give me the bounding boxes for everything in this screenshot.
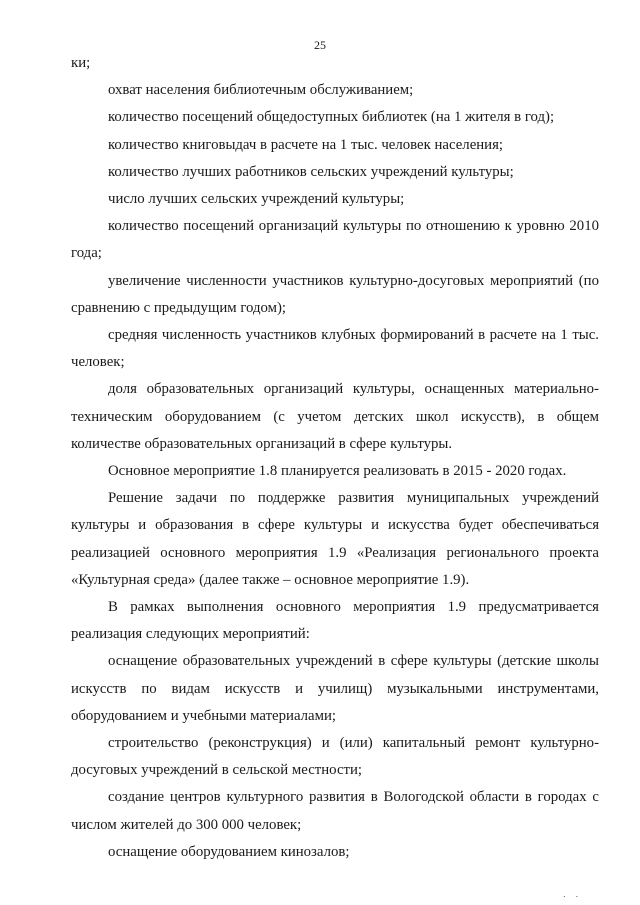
paragraph-measure-1-9-intro: Решение задачи по поддержке развития муниципальных учреждений культуры и образования в сфере культуры и искусства будет обеспечиваться реализацией основного мероприятия 1.9 «Реализация регионального проекта «Культурная среда» (далее также – основное мероприятие 1.9). (71, 490, 599, 588)
scan-mark: . . (563, 889, 582, 899)
paragraph-measure-1-8: Основное мероприятие 1.8 планируется реализовать в 2015 - 2020 годах. (108, 463, 567, 480)
paragraph-culture-visits: количество посещений организаций культуры по отношению к уровню 2010 года; (71, 218, 599, 262)
paragraph-continuation: ки; (71, 55, 91, 71)
paragraph-library-visits: количество посещений общедоступных библиотек (на 1 жителя в год); (108, 109, 555, 126)
paragraph-event-participants: увеличение численности участников культурно-досуговых мероприятий (по сравнению с предыдущим годом); (71, 272, 599, 316)
paragraph-book-loans: количество книговыдач в расчете на 1 тыс. человек населения; (108, 136, 504, 153)
paragraph-library-coverage: охват населения библиотечным обслуживанием; (108, 82, 414, 99)
document-body (71, 50, 599, 866)
paragraph-best-workers: количество лучших работников сельских учреждений культуры; (108, 163, 514, 180)
paragraph-equipped-share: доля образовательных организаций культуры, оснащенных материально-техническим оборудованием (с учетом детских школ искусств), в общем количестве образовательных организаций в сфере культуры. (71, 381, 599, 452)
paragraph-measure-1-9-list-intro: В рамках выполнения основного мероприятия 1.9 предусматривается реализация следующих мероприятий: (71, 599, 599, 643)
paragraph-best-institutions: число лучших сельских учреждений культуры; (108, 191, 405, 208)
paragraph-construction: строительство (реконструкция) и (или) капитальный ремонт культурно-досуговых учреждений в сельской местности; (71, 735, 599, 779)
paragraph-cinema-equipment: оснащение оборудованием кинозалов; (108, 843, 350, 860)
page-number: 25 (314, 38, 326, 52)
paragraph-club-participants: средняя численность участников клубных формирований в расчете на 1 тыс. человек; (71, 327, 599, 371)
paragraph-cultural-centers: создание центров культурного развития в Вологодской области в городах с числом жителей до 300 000 человек; (71, 789, 599, 833)
paragraph-equipping-schools: оснащение образовательных учреждений в сфере культуры (детские школы искусств по видам искусств и училищ) музыкальными инструментами, оборудованием и учебными материалами; (71, 653, 599, 724)
